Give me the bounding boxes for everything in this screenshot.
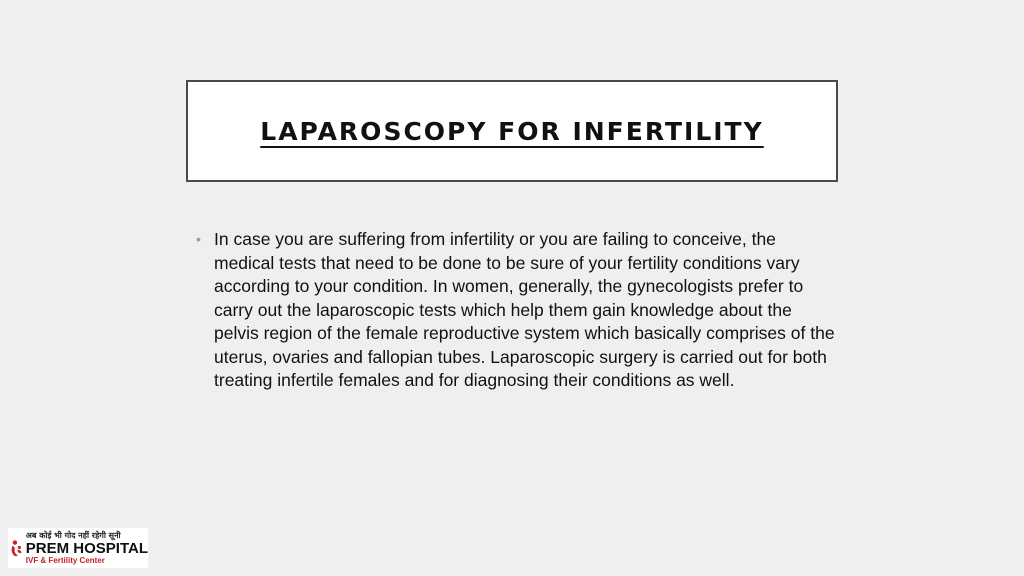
bullet-icon: •	[196, 231, 201, 247]
logo-tagline: अब कोई भी गोद नहीं रहेगी सूनी	[25, 530, 121, 540]
title-box	[186, 80, 838, 182]
slide-content	[196, 228, 836, 393]
logo-subtitle: IVF & Fertility Center	[25, 555, 105, 565]
slide-title: LAPAROSCOPY FOR INFERTILITY	[260, 116, 764, 146]
mother-child-icon	[10, 530, 24, 566]
logo-text	[26, 532, 148, 565]
bullet-item	[196, 228, 836, 393]
logo-name: PREM HOSPITAL	[25, 539, 148, 557]
hospital-logo	[8, 528, 148, 568]
bullet-text: In case you are suffering from infertility or you are failing to conceive, the medical tests that need to be done to be sure of your fertility conditions vary according to your condition. In women, generally, the gynecologists prefer to carry out the laparoscopic tests which help them gain knowledge about the pelvis region of the female reproductive system which basically comprises of the uterus, ovaries and fallopian tubes. Laparoscopic surgery is carried out for both treating infertile females and for diagnosing their conditions as well.	[214, 229, 835, 390]
